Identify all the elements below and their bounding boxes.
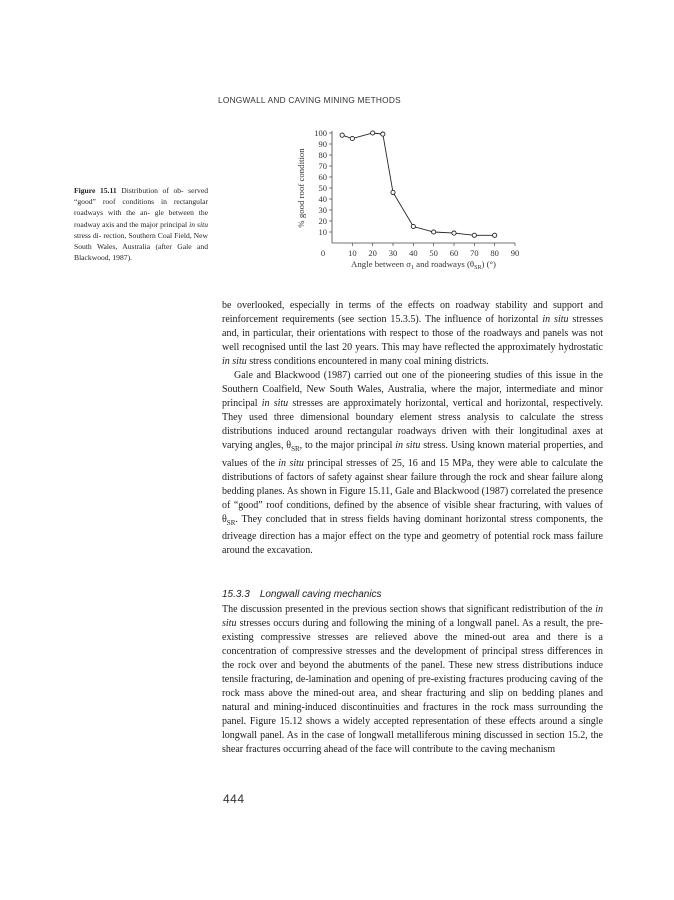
section-number: 15.3.3 (222, 589, 250, 600)
paragraph-1 (222, 299, 603, 369)
body-block-2 (222, 603, 603, 758)
x-axis-label-subscript: SR (474, 265, 482, 271)
x-tick-label: 50 (429, 248, 438, 258)
figure-caption (74, 185, 208, 263)
body-block-1 (222, 299, 603, 558)
y-tick-label: 40 (318, 194, 327, 204)
y-tick-label: 30 (318, 205, 327, 215)
text-run: stress. Using known material properties, and values of the (222, 440, 603, 469)
y-tick-label: 60 (318, 172, 327, 182)
text-run: , to the major principal (299, 440, 396, 452)
emphasis: in situ (278, 457, 304, 469)
origin-label: 0 (320, 248, 326, 258)
emphasis: in situ (222, 356, 247, 368)
emphasis: in situ (261, 398, 289, 410)
x-axis-label (351, 259, 496, 271)
series-line (342, 133, 495, 235)
text-run: stresses are approximately horizontal, vertical and horizontal, respectively. They used three dimensional boundary element stress analysis to calculate the stress distributions induced around rectangular roadways driven with their longitudinal axes at varying angles, θ (222, 398, 603, 452)
x-tick-label: 20 (368, 248, 377, 258)
text-run: principal stresses of 25, 16 and 15 MPa, they were able to calculate the distributions of factors of safety against shear failure through the rock and shear failure along bedding planes. As shown in Figure 15.11, Gale and Blackwood (1987) correlated the presence of “good” roof conditions, defined by the absence of visible shear fracturing, with values of θ (222, 457, 604, 525)
y-tick-label: 80 (318, 150, 327, 160)
y-tick-label: 10 (318, 227, 327, 237)
data-point (381, 132, 385, 136)
x-tick-label: 80 (490, 248, 499, 258)
y-tick-label: 70 (318, 161, 327, 171)
text-run: stresses and, in particular, their orientations with respect to those of the roadways and panels was not well recognised until the last 20 years. This may have reflected the approximately hydrostatic (222, 314, 603, 354)
caption-line: Blackwood, 1987). (74, 253, 132, 263)
page-number: 444 (223, 792, 245, 806)
caption-line: the major principal (129, 219, 190, 229)
x-tick-label: 70 (470, 248, 479, 258)
subscript: SR (291, 445, 300, 454)
x-tick-label: 60 (449, 248, 459, 258)
x-axis-label-subscript: 1 (410, 265, 414, 271)
caption-line: South Wales, Australia (after Gale and (74, 242, 208, 252)
x-tick-label: 10 (348, 248, 357, 258)
caption-line: Distribution of ob- (121, 186, 184, 195)
data-point (493, 233, 497, 237)
caption-line: rection, Southern Coal Field, New (103, 230, 208, 240)
caption-line: served “good” roof conditions in (74, 186, 208, 207)
emphasis: in situ (542, 314, 569, 326)
y-tick-label: 50 (318, 183, 327, 193)
x-tick-label: 90 (510, 248, 520, 258)
roof-condition-chart (295, 125, 535, 280)
x-axis-label-part: Angle between σ (351, 259, 411, 269)
caption-line: stress di- (74, 230, 102, 240)
text-run: stress conditions encountered in many coal mining districts. (246, 356, 489, 368)
y-axis-label: % good roof condition (296, 148, 306, 228)
text-run: Gale and Blackwood (1987) carried out one of the pioneering studies of this issue in the Southern Coalfield, New South Wales, Australia, where the major, intermediate and minor principal (222, 370, 603, 410)
data-point (371, 131, 375, 135)
text-run: be overlooked, especially in terms of the effects on roadway stability and support and reinforcement requirements (see section 15.3.5). The influence of horizontal (222, 300, 603, 326)
caption-line: gle between the roadway axis and (74, 208, 208, 229)
data-point (340, 133, 344, 137)
section-heading (222, 589, 382, 600)
data-point (472, 233, 476, 237)
data-point (452, 231, 456, 235)
subscript: SR (226, 518, 236, 527)
y-tick-label: 90 (318, 139, 327, 149)
data-point (411, 224, 415, 228)
data-point (391, 190, 395, 194)
x-tick-label: 30 (388, 248, 398, 258)
emphasis: in situ (222, 604, 603, 630)
caption-emphasis: in situ (189, 219, 208, 229)
text-run: stresses occurs during and following the mining of a longwall panel. As a result, the pre-existing compressive stresses are relieved above the mined-out area and there is a concentration of compressive stresses and the development of principal stress differences in the rock over and beyond the abutments of the panel. These new stress distributions induce tensile fracturing, de-lamination and opening of pre-existing fractures producing caving of the rock mass above the mined-out area, and shear fracturing and slip on bedding planes and natural and mining-induced discontinuities and fractures in the rock mass surrounding the panel. Figure 15.12 shows a widely accepted representation of these effects around a single longwall panel. As in the case of longwall metalliferous mining discussed in section 15.2, the shear fractures occurring ahead of the face will contribute to the caving mechanism (222, 618, 603, 756)
x-axis-label-part: and roadways (θ (413, 259, 475, 269)
text-run: The discussion presented in the previous section shows that significant redistribution of the (222, 604, 596, 615)
x-axis-label-part: ) (°) (481, 259, 496, 269)
y-tick-label: 100 (314, 128, 327, 138)
y-tick-label: 20 (318, 216, 327, 226)
paragraph-2 (222, 369, 603, 558)
figure-label: Figure 15.11 (74, 186, 117, 195)
data-point (432, 230, 436, 234)
text-run: . They concluded that in stress fields having dominant horizontal stress components, the driveage direction has a major effect on the type and geometry of potential rock mass failure around the excavation. (222, 513, 603, 556)
emphasis: in situ (395, 440, 421, 452)
section-title: Longwall caving mechanics (259, 589, 382, 600)
x-tick-label: 40 (409, 248, 418, 258)
caption-line: rectangular roadways with the an- (74, 197, 208, 218)
running-header: LONGWALL AND CAVING MINING METHODS (218, 95, 401, 105)
data-point (350, 136, 354, 140)
paragraph-3 (222, 603, 603, 758)
